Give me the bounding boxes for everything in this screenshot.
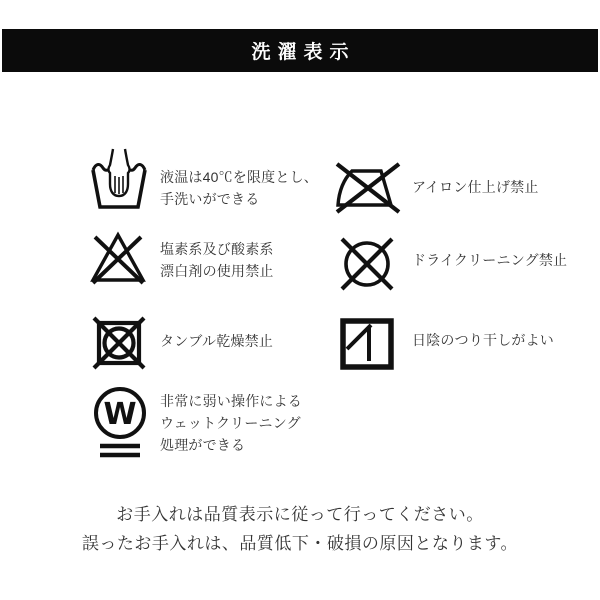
no-iron-icon	[333, 160, 403, 218]
care-note-line-1: お手入れは品質表示に従って行ってください。	[116, 505, 484, 524]
no-dry-cleaning-icon	[336, 233, 398, 295]
no-bleach-icon	[86, 228, 150, 288]
care-item-label: ドライクリーニング禁止	[412, 252, 568, 268]
title-bar	[2, 29, 598, 72]
hand-wash-icon	[88, 146, 150, 212]
page-title: 洗濯表示	[251, 42, 356, 63]
line-dry-in-shade-icon	[339, 317, 395, 371]
no-tumble-dry-icon	[90, 314, 148, 372]
svg-text:W: W	[103, 397, 137, 432]
care-item-label: 非常に弱い操作による ウェットクリーニング 処理ができる	[160, 393, 302, 453]
care-note-line-2: 誤ったお手入れは、品質低下・破損の原因となります。	[81, 534, 519, 553]
care-note	[0, 500, 600, 558]
care-item-label: 日陰のつり干しがよい	[412, 332, 554, 348]
care-item-label: アイロン仕上げ禁止	[412, 179, 539, 195]
care-item-label: 液温は40℃を限度とし、 手洗いができる	[160, 169, 318, 207]
care-item-label: タンブル乾燥禁止	[160, 333, 274, 349]
wet-cleaning-icon	[91, 386, 149, 460]
care-item-label: 塩素系及び酸素系 漂白剤の使用禁止	[160, 241, 274, 279]
